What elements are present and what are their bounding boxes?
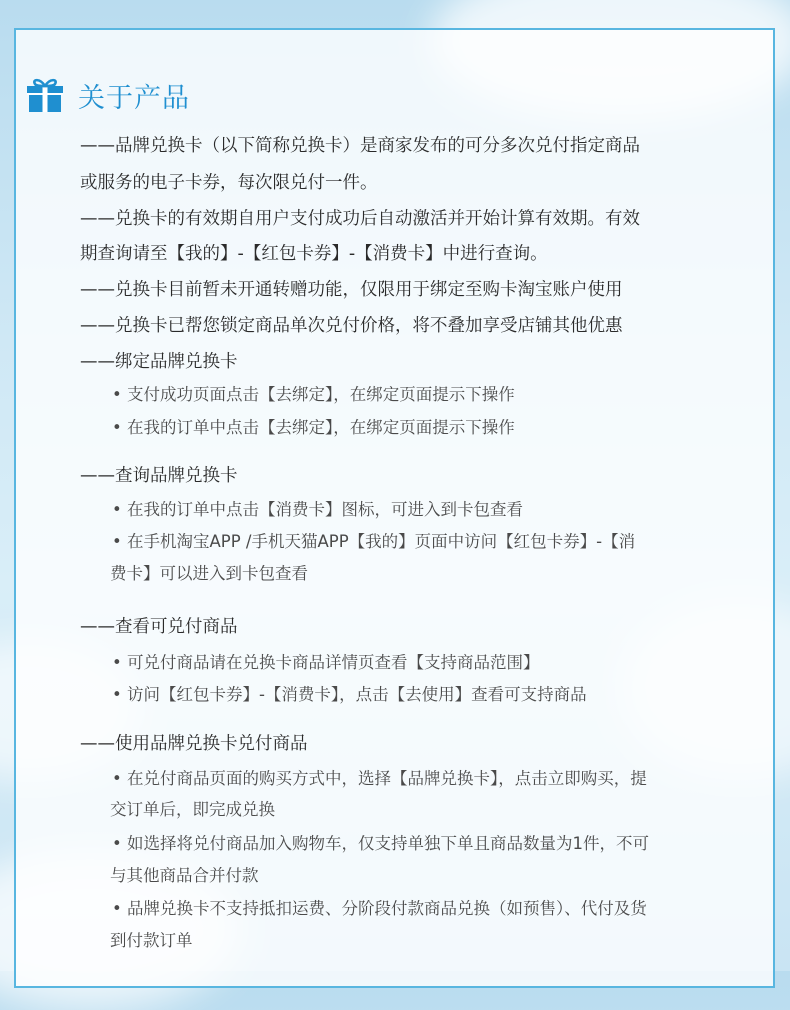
use-item-continued: 与其他商品合并付款: [110, 866, 259, 885]
use-item-continued: 交订单后，即完成兑换: [110, 800, 275, 819]
intro-line: ——兑换卡的有效期自用户支付成功后自动激活并开始计算有效期。有效: [80, 209, 640, 229]
intro-line: 或服务的电子卡券，每次限兑付一件。: [80, 173, 378, 193]
view-item: • 访问【红包卡券】-【消费卡】，点击【去使用】查看可支持商品: [112, 685, 587, 704]
intro-line: ——兑换卡已帮您锁定商品单次兑付价格，将不叠加享受店铺其他优惠: [80, 316, 623, 336]
query-item-continued: 费卡】可以进入到卡包查看: [110, 564, 308, 583]
section-heading: [26, 75, 190, 115]
use-heading: ——使用品牌兑换卡兑付商品: [80, 734, 308, 754]
intro-line: 期查询请至【我的】-【红包卡券】-【消费卡】中进行查询。: [80, 244, 548, 264]
intro-line: ——兑换卡目前暂未开通转赠功能，仅限用于绑定至购卡淘宝账户使用: [80, 280, 623, 300]
query-heading: ——查询品牌兑换卡: [80, 466, 238, 486]
query-item: • 在手机淘宝APP /手机天猫APP【我的】页面中访问【红包卡券】-【消: [112, 532, 636, 551]
bind-item: • 支付成功页面点击【去绑定】，在绑定页面提示下操作: [112, 385, 515, 404]
use-item: • 在兑付商品页面的购买方式中，选择【品牌兑换卡】，点击立即购买，提: [112, 769, 647, 788]
use-item-continued: 到付款订单: [110, 931, 193, 950]
use-item: • 如选择将兑付商品加入购物车，仅支持单独下单且商品数量为1件，不可: [112, 834, 649, 853]
query-item: • 在我的订单中点击【消费卡】图标，可进入到卡包查看: [112, 500, 523, 519]
intro-line: ——品牌兑换卡（以下简称兑换卡）是商家发布的可分多次兑付指定商品: [80, 136, 640, 156]
view-item: • 可兑付商品请在兑换卡商品详情页查看【支持商品范围】: [112, 653, 540, 672]
use-item: • 品牌兑换卡不支持抵扣运费、分阶段付款商品兑换（如预售）、代付及货: [112, 899, 647, 918]
view-heading: ——查看可兑付商品: [80, 617, 238, 637]
section-title: 关于产品: [78, 82, 190, 114]
bind-item: • 在我的订单中点击【去绑定】，在绑定页面提示下操作: [112, 418, 515, 437]
bind-heading: ——绑定品牌兑换卡: [80, 352, 238, 372]
gift-icon: [26, 76, 64, 114]
